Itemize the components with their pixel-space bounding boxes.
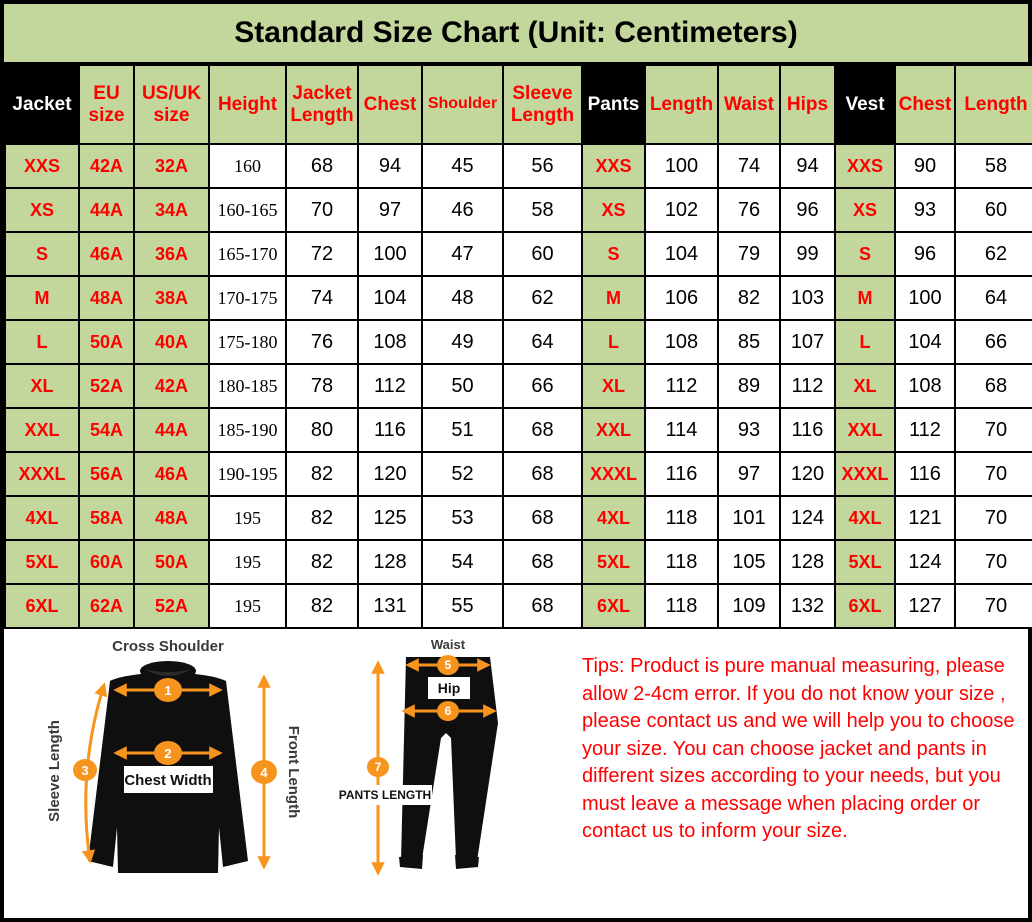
table-row-l <box>5 320 1032 364</box>
cell: 6XL <box>5 584 79 628</box>
cell: 70 <box>286 188 358 232</box>
cell: 109 <box>718 584 780 628</box>
cell: 68 <box>503 408 582 452</box>
cell: 112 <box>645 364 718 408</box>
cell: XXL <box>582 408 645 452</box>
cell: 48A <box>79 276 134 320</box>
cell: 4XL <box>582 496 645 540</box>
cell: 66 <box>503 364 582 408</box>
cell: XXXL <box>5 452 79 496</box>
cell: 195 <box>209 540 286 584</box>
cell: 50 <box>422 364 503 408</box>
cell: 185-190 <box>209 408 286 452</box>
table-row-xl <box>5 364 1032 408</box>
cell: 5XL <box>5 540 79 584</box>
svg-text:2: 2 <box>164 746 172 761</box>
cell: 42A <box>79 144 134 188</box>
cell: 93 <box>718 408 780 452</box>
front-length-arrow <box>251 677 302 867</box>
cell: 116 <box>358 408 422 452</box>
cell: 55 <box>422 584 503 628</box>
svg-text:1: 1 <box>164 683 172 698</box>
cell: 82 <box>286 540 358 584</box>
cell: 54 <box>422 540 503 584</box>
svg-text:3: 3 <box>81 763 89 778</box>
cell: 125 <box>358 496 422 540</box>
cell: 68 <box>503 496 582 540</box>
cell: 46A <box>134 452 209 496</box>
cell: 105 <box>718 540 780 584</box>
cell: 70 <box>955 540 1032 584</box>
cell: 82 <box>286 584 358 628</box>
cell: 160 <box>209 144 286 188</box>
cell: 68 <box>286 144 358 188</box>
shirt-measure-diagram <box>32 633 304 890</box>
chest-width-label: Chest Width <box>124 772 212 789</box>
cell: L <box>582 320 645 364</box>
cell: 85 <box>718 320 780 364</box>
cell: 96 <box>895 232 955 276</box>
cell: 54A <box>79 408 134 452</box>
cell: 118 <box>645 540 718 584</box>
cell: 68 <box>503 452 582 496</box>
cell: 100 <box>895 276 955 320</box>
waist-label: Waist <box>430 637 466 652</box>
cell: 76 <box>718 188 780 232</box>
cell: 6XL <box>582 584 645 628</box>
cell: 195 <box>209 584 286 628</box>
cell: 90 <box>895 144 955 188</box>
column-header-sleeve-length-7: Sleeve Length <box>503 65 582 144</box>
table-row-xxs <box>5 144 1032 188</box>
table-row-xs <box>5 188 1032 232</box>
column-header-waist-10: Waist <box>718 65 780 144</box>
cell: 118 <box>645 584 718 628</box>
cell: 165-170 <box>209 232 286 276</box>
cell: XXS <box>5 144 79 188</box>
cell: XXS <box>835 144 895 188</box>
cell: 82 <box>718 276 780 320</box>
cell: L <box>5 320 79 364</box>
pants-measure-diagram <box>338 635 518 890</box>
column-header-hips-11: Hips <box>780 65 835 144</box>
cell: 50A <box>134 540 209 584</box>
cell: 5XL <box>835 540 895 584</box>
cell: XS <box>835 188 895 232</box>
cell: 60A <box>79 540 134 584</box>
front-length-label: Front Length <box>285 725 302 819</box>
cell: 96 <box>780 188 835 232</box>
column-header-jacket-0: Jacket <box>5 65 79 144</box>
cell: 97 <box>358 188 422 232</box>
cell: XS <box>582 188 645 232</box>
cell: 100 <box>358 232 422 276</box>
cell: 128 <box>780 540 835 584</box>
cell: 4XL <box>835 496 895 540</box>
cell: 70 <box>955 496 1032 540</box>
cell: XXXL <box>835 452 895 496</box>
cell: 108 <box>645 320 718 364</box>
cell: 112 <box>780 364 835 408</box>
cell: 128 <box>358 540 422 584</box>
cell: M <box>835 276 895 320</box>
cell: 100 <box>645 144 718 188</box>
table-row-xxl <box>5 408 1032 452</box>
hip-label: Hip <box>437 680 461 696</box>
cell: 108 <box>895 364 955 408</box>
cell: 44A <box>79 188 134 232</box>
cell: 72 <box>286 232 358 276</box>
cell: 107 <box>780 320 835 364</box>
cell: 94 <box>358 144 422 188</box>
cell: 68 <box>955 364 1032 408</box>
cell: 190-195 <box>209 452 286 496</box>
shirt-diagram-svg <box>32 633 304 885</box>
cell: XXS <box>582 144 645 188</box>
column-header-shoulder-6: Shoulder <box>422 65 503 144</box>
cell: 76 <box>286 320 358 364</box>
table-row-m <box>5 276 1032 320</box>
cell: XL <box>5 364 79 408</box>
cell: 60 <box>503 232 582 276</box>
cell: 112 <box>895 408 955 452</box>
cell: 48 <box>422 276 503 320</box>
cell: 82 <box>286 496 358 540</box>
cell: 121 <box>895 496 955 540</box>
cell: 52 <box>422 452 503 496</box>
cell: 108 <box>358 320 422 364</box>
cell: 94 <box>780 144 835 188</box>
cell: 170-175 <box>209 276 286 320</box>
cell: S <box>582 232 645 276</box>
cell: 64 <box>503 320 582 364</box>
table-row-xxxl <box>5 452 1032 496</box>
cell: 132 <box>780 584 835 628</box>
cell: 116 <box>780 408 835 452</box>
column-header-chest-13: Chest <box>895 65 955 144</box>
column-header-eu-size-1: EU size <box>79 65 134 144</box>
cell: 52A <box>79 364 134 408</box>
cell: 112 <box>358 364 422 408</box>
cell: 62A <box>79 584 134 628</box>
column-header-us-uk-size-2: US/UK size <box>134 65 209 144</box>
cell: S <box>5 232 79 276</box>
size-table <box>4 64 1032 629</box>
cell: 114 <box>645 408 718 452</box>
cell: 6XL <box>835 584 895 628</box>
cell: 36A <box>134 232 209 276</box>
cell: 5XL <box>582 540 645 584</box>
cell: 175-180 <box>209 320 286 364</box>
cell: L <box>835 320 895 364</box>
svg-text:7: 7 <box>374 760 382 774</box>
cell: 68 <box>503 540 582 584</box>
cell: 97 <box>718 452 780 496</box>
cell: M <box>582 276 645 320</box>
column-header-height-3: Height <box>209 65 286 144</box>
cell: 51 <box>422 408 503 452</box>
cell: 58A <box>79 496 134 540</box>
cell: 79 <box>718 232 780 276</box>
page-title: Standard Size Chart (Unit: Centimeters) <box>4 4 1028 64</box>
cell: 46A <box>79 232 134 276</box>
cell: 80 <box>286 408 358 452</box>
table-row-6xl <box>5 584 1032 628</box>
table-row-4xl <box>5 496 1032 540</box>
cell: 4XL <box>5 496 79 540</box>
cell: 46 <box>422 188 503 232</box>
cell: 195 <box>209 496 286 540</box>
cell: 47 <box>422 232 503 276</box>
cell: 58 <box>955 144 1032 188</box>
column-header-vest-12: Vest <box>835 65 895 144</box>
cell: 50A <box>79 320 134 364</box>
cell: 44A <box>134 408 209 452</box>
cell: 89 <box>718 364 780 408</box>
cell: 70 <box>955 452 1032 496</box>
table-row-s <box>5 232 1032 276</box>
cell: 93 <box>895 188 955 232</box>
cell: 102 <box>645 188 718 232</box>
cell: 120 <box>358 452 422 496</box>
measurement-guide-panel <box>4 629 1028 918</box>
column-header-jacket-length-4: Jacket Length <box>286 65 358 144</box>
cell: 66 <box>955 320 1032 364</box>
cell: 99 <box>780 232 835 276</box>
table-header-row <box>5 65 1032 144</box>
cell: 78 <box>286 364 358 408</box>
sleeve-length-label: Sleeve Length <box>46 720 63 822</box>
cell: 42A <box>134 364 209 408</box>
column-header-pants-8: Pants <box>582 65 645 144</box>
cell: XL <box>835 364 895 408</box>
cell: 120 <box>780 452 835 496</box>
cell: 40A <box>134 320 209 364</box>
cell: 34A <box>134 188 209 232</box>
svg-text:4: 4 <box>260 765 268 780</box>
cell: 124 <box>895 540 955 584</box>
cross-shoulder-label: Cross Shoulder <box>112 638 224 655</box>
cell: 118 <box>645 496 718 540</box>
cell: 53 <box>422 496 503 540</box>
cell: S <box>835 232 895 276</box>
cell: 82 <box>286 452 358 496</box>
cell: 64 <box>955 276 1032 320</box>
cell: 124 <box>780 496 835 540</box>
cell: 45 <box>422 144 503 188</box>
cell: 116 <box>645 452 718 496</box>
cell: 104 <box>358 276 422 320</box>
cell: 38A <box>134 276 209 320</box>
cell: 62 <box>955 232 1032 276</box>
cell: XS <box>5 188 79 232</box>
pants-diagram-svg <box>338 635 518 885</box>
cell: 32A <box>134 144 209 188</box>
column-header-length-9: Length <box>645 65 718 144</box>
cell: 52A <box>134 584 209 628</box>
cell: XXL <box>835 408 895 452</box>
pants-length-label: PANTS LENGTH <box>338 788 432 802</box>
table-row-5xl <box>5 540 1032 584</box>
cell: 62 <box>503 276 582 320</box>
cell: 70 <box>955 408 1032 452</box>
cell: 127 <box>895 584 955 628</box>
cell: 56 <box>503 144 582 188</box>
cell: 106 <box>645 276 718 320</box>
cell: 104 <box>895 320 955 364</box>
cell: 74 <box>286 276 358 320</box>
cell: 60 <box>955 188 1032 232</box>
tips-text: Tips: Product is pure manual measuring, please allow 2-4cm error. If you do not know your size , please contact us and we will help you to choose your size. You can choose jacket and pants in different sizes according to your needs, but you must leave a message when placing order or contact us to inform your size. <box>582 655 1015 842</box>
cell: XXXL <box>582 452 645 496</box>
cell: 48A <box>134 496 209 540</box>
cell: 49 <box>422 320 503 364</box>
cell: 180-185 <box>209 364 286 408</box>
column-header-length-14: Length <box>955 65 1032 144</box>
cell: 56A <box>79 452 134 496</box>
cell: M <box>5 276 79 320</box>
svg-text:6: 6 <box>444 704 452 718</box>
cell: 74 <box>718 144 780 188</box>
cell: 58 <box>503 188 582 232</box>
cell: XXL <box>5 408 79 452</box>
cell: 103 <box>780 276 835 320</box>
cell: 116 <box>895 452 955 496</box>
cell: 70 <box>955 584 1032 628</box>
cell: 104 <box>645 232 718 276</box>
cell: 68 <box>503 584 582 628</box>
cell: 101 <box>718 496 780 540</box>
svg-text:5: 5 <box>444 658 452 672</box>
cell: 131 <box>358 584 422 628</box>
cell: XL <box>582 364 645 408</box>
column-header-chest-5: Chest <box>358 65 422 144</box>
cell: 160-165 <box>209 188 286 232</box>
